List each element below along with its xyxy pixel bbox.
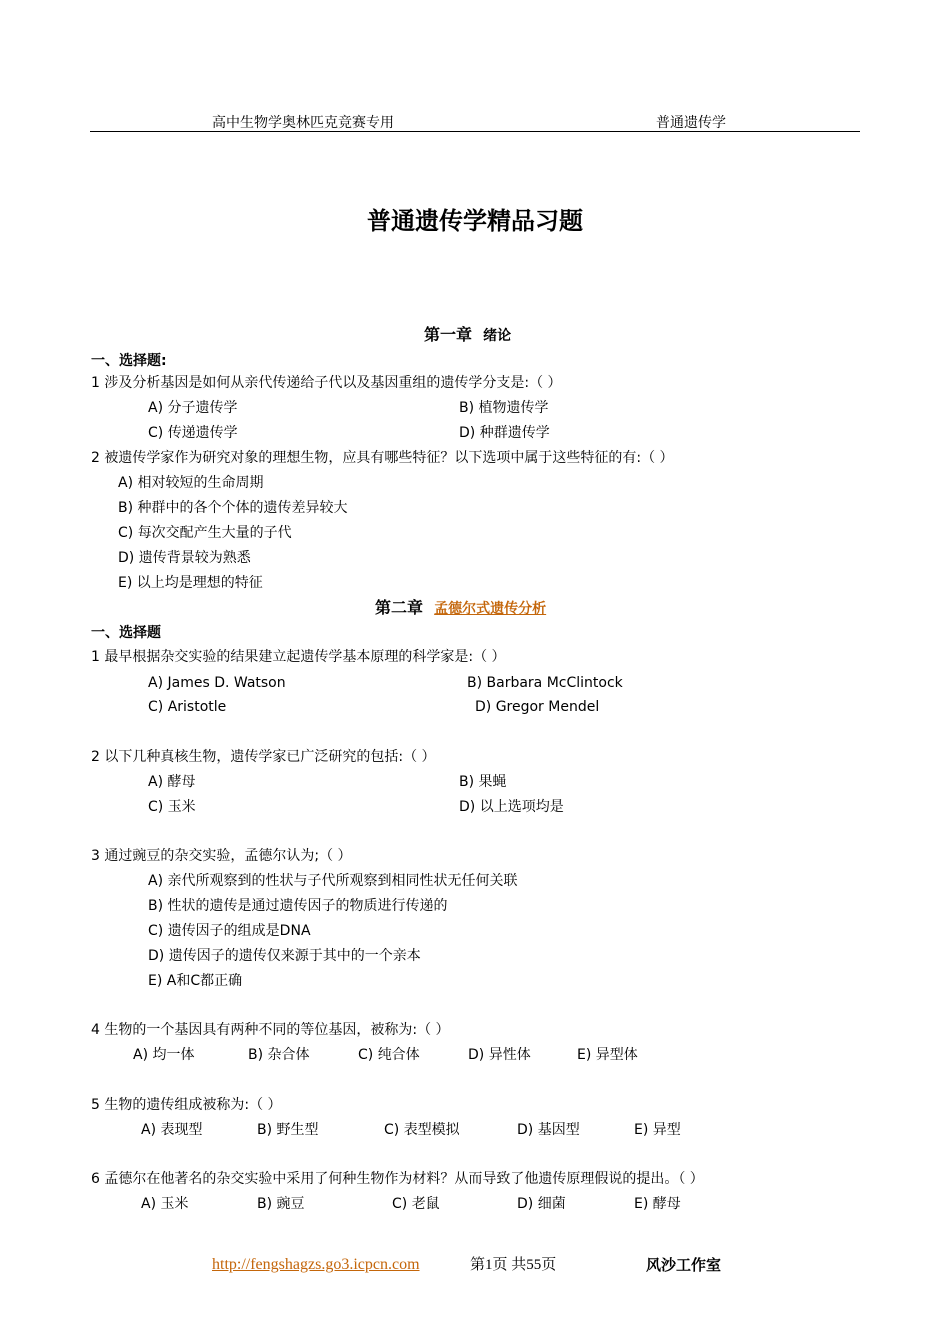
c2-q2-option-b: B) 果蝇 [459, 774, 507, 790]
c2-q4-option-b: B) 杂合体 [248, 1047, 310, 1063]
c1-q1-text: 1 涉及分析基因是如何从亲代传递给子代以及基因重组的遗传学分支是:（ ） [91, 375, 562, 391]
c2-q6-option-a: A) 玉米 [141, 1196, 189, 1212]
c2-q2-option-d: D) 以上选项均是 [459, 799, 564, 815]
c2-q3-option-e: E) A和C都正确 [148, 973, 243, 989]
c2-q3-option-a: A) 亲代所观察到的性状与子代所观察到相同性状无任何关联 [148, 873, 518, 889]
c1-q2-text: 2 被遗传学家作为研究对象的理想生物，应具有哪些特征？以下选项中属于这些特征的有:（ ） [91, 450, 674, 466]
chapter2-label: 第二章 [375, 598, 424, 617]
c2-q6-option-e: E) 酵母 [634, 1196, 681, 1212]
footer-page-number: 第1页 共55页 [470, 1257, 557, 1273]
c2-q5-option-a: A) 表现型 [141, 1122, 203, 1138]
c2-q4-text: 4 生物的一个基因具有两种不同的等位基因，被称为:（ ） [91, 1022, 450, 1038]
c2-q3-option-d: D) 遗传因子的遗传仅来源于其中的一个亲本 [148, 948, 421, 964]
c2-q3-option-c: C) 遗传因子的组成是DNA [148, 923, 311, 939]
c2-q5-option-d: D) 基因型 [517, 1122, 580, 1138]
c2-q4-option-d: D) 异性体 [468, 1047, 531, 1063]
c2-q3-text: 3 通过豌豆的杂交实验，孟德尔认为;（ ） [91, 848, 352, 864]
header-right: 普通遗传学 [656, 115, 726, 131]
c2-q6-text: 6 孟德尔在他著名的杂交实验中采用了何种生物作为材料？从而导致了他遗传原理假说的提出。（ ） [91, 1171, 704, 1187]
c1-q2-option-c: C) 每次交配产生大量的子代 [118, 525, 292, 541]
c1-q1-option-b: B) 植物遗传学 [459, 400, 549, 416]
c1-q2-option-d: D) 遗传背景较为熟悉 [118, 550, 251, 566]
c1-q1-option-a: A) 分子遗传学 [148, 400, 238, 416]
chapter2-name-link[interactable]: 孟德尔式遗传分析 [434, 601, 547, 617]
chapter1-name: 绪论 [483, 328, 512, 344]
chapter2-heading [375, 598, 546, 619]
header-rule [90, 131, 860, 132]
chapter1-label: 第一章 [424, 325, 473, 344]
c2-q1-option-a: A) James D. Watson [148, 675, 286, 691]
c2-q2-option-a: A) 酵母 [148, 774, 196, 790]
c2-q1-option-c: C) Aristotle [148, 699, 227, 715]
chapter1-section: 一、选择题: [91, 353, 167, 369]
chapter1-heading [424, 325, 511, 346]
c2-q5-option-e: E) 异型 [634, 1122, 681, 1138]
c2-q2-text: 2 以下几种真核生物，遗传学家已广泛研究的包括:（ ） [91, 749, 436, 765]
c2-q4-option-e: E) 异型体 [577, 1047, 638, 1063]
c2-q5-option-b: B) 野生型 [257, 1122, 319, 1138]
footer-url-link[interactable]: http://fengshagzs.go3.icpcn.com [212, 1256, 420, 1273]
c2-q4-option-c: C) 纯合体 [358, 1047, 420, 1063]
c2-q6-option-d: D) 细菌 [517, 1196, 566, 1212]
c2-q4-option-a: A) 均一体 [133, 1047, 195, 1063]
c1-q2-option-a: A) 相对较短的生命周期 [118, 475, 264, 491]
c2-q1-text: 1 最早根据杂交实验的结果建立起遗传学基本原理的科学家是:（ ） [91, 649, 506, 665]
c2-q3-option-b: B) 性状的遗传是通过遗传因子的物质进行传递的 [148, 898, 448, 914]
c1-q2-option-e: E) 以上均是理想的特征 [118, 575, 263, 591]
header-left: 高中生物学奥林匹克竞赛专用 [212, 115, 394, 131]
c2-q1-option-d: D) Gregor Mendel [475, 699, 600, 715]
c2-q6-option-c: C) 老鼠 [392, 1196, 440, 1212]
c2-q1-option-b: B) Barbara McClintock [467, 675, 623, 691]
c2-q5-text: 5 生物的遗传组成被称为:（ ） [91, 1097, 282, 1113]
chapter2-section: 一、选择题 [91, 625, 161, 641]
c1-q2-option-b: B) 种群中的各个个体的遗传差异较大 [118, 500, 348, 516]
c1-q1-option-d: D) 种群遗传学 [459, 425, 550, 441]
page-title: 普通遗传学精品习题 [367, 206, 583, 235]
c2-q5-option-c: C) 表型模拟 [384, 1122, 460, 1138]
footer-studio: 风沙工作室 [646, 1256, 722, 1274]
c2-q6-option-b: B) 豌豆 [257, 1196, 305, 1212]
c2-q2-option-c: C) 玉米 [148, 799, 196, 815]
c1-q1-option-c: C) 传递遗传学 [148, 425, 238, 441]
